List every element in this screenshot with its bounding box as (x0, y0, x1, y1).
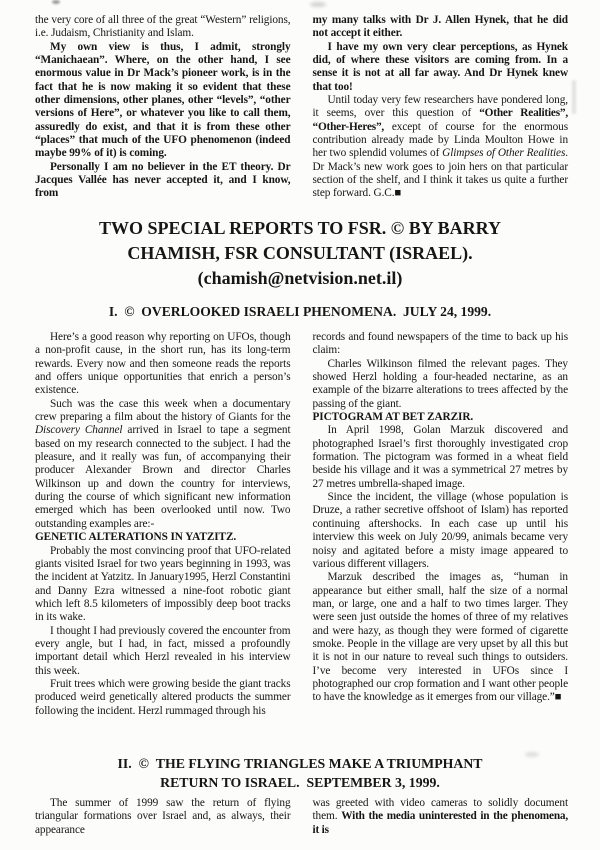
text-run: except of course for the enormous contribution already made by Linda Moulton Howe in her two splendid volumes of (312, 120, 568, 160)
paragraph: Probably the most convincing proof that UFO-related giants visited Israel for two years beginning in 1993, was the incident at Yatzitz. In January1995, Herzl Constantini and Danny Ezra witnessed a nine-foot robotic giant which left 8.5 kilometers of impossibly deep boot tracks in its wake. (35, 544, 291, 624)
paragraph (313, 94, 569, 201)
section1-body (35, 331, 568, 718)
text-run: Such was the case this week when a documentary crew preparing a film about the history of Giants for the (35, 397, 291, 424)
headline-line: TWO SPECIAL REPORTS TO FSR. © BY BARRY (99, 218, 501, 238)
section2-body (35, 797, 568, 837)
paragraph: records and found newspapers of the time to back up his claim: (312, 331, 568, 357)
paragraph: Charles Wilkinson filmed the relevant pages. They showed Herzl holding a four-headed nectarine, as an example of the bizarre alterations to trees affected by the passing of the giant. (312, 357, 568, 410)
section2-heading-line: II. © THE FLYING TRIANGLES MAKE A TRIUMPHANT (117, 756, 483, 771)
continued-left-column (35, 14, 291, 201)
headline-line: CHAMISH, FSR CONSULTANT (ISRAEL). (127, 243, 473, 263)
section1-left-column (35, 331, 291, 718)
text-run: arrived in Israel to tape a segment based on my research connected to the subject. I had the pleasure, and it really was fun, of accompanying their producer Alexander Brown and director Charles Wilkinson up and down the country for interviews, during the course of which significant new information emerged which has been overlooked until now. Two outstanding examples are:- (35, 424, 291, 530)
paragraph (313, 797, 569, 837)
section1-heading: I. © OVERLOOKED ISRAELI PHENOMENA. JULY 24, 1999. (108, 304, 492, 319)
bold-run: With the media uninterested in the phenomena, it is (312, 810, 568, 836)
italic-channel-name: Discovery Channel (35, 424, 123, 437)
paragraph: Marzuk described the images as, “human in appearance but either small, half the size of a normal man, or large, one and a half to two times larger. They were seen just outside the homes of three of my relatives and were hazy, as though they were formed of cigarette smoke. People in the village are very upset by all this but it is not in our nature to reveal such things to outsiders. I’ve become very interested in UFOs since I photographed our crop formation and I want other people to have the knowledge as it emerges from our village.”■ (312, 571, 568, 704)
article-headline (0, 216, 600, 291)
continued-article (35, 14, 568, 201)
italic-book-title: Glimpses of Other Realities (442, 147, 566, 160)
paragraph: Fruit trees which were growing beside the giant tracks produced weird genetically altered products the summer following the incident. Herzl rummaged through his (35, 677, 291, 717)
scan-artifact (52, 0, 60, 4)
paragraph: Personally I am no believer in the ET theory. Dr Jacques Vallée has never accepted it, and I know, from (35, 160, 291, 200)
scan-artifact (572, 80, 576, 114)
paragraph: I thought I had previously covered the encounter from every angle, but I had, in fact, missed a profoundly important detail which Herzl revealed in his interview this week. (35, 624, 291, 677)
section1-right-column (313, 331, 569, 718)
paragraph (35, 398, 291, 531)
section2-left-column (35, 797, 291, 837)
bold-run: “Other Realities”, “Other-Heres”, (312, 107, 568, 133)
subhead-genetic-alterations: GENETIC ALTERATIONS IN YATZITZ. (35, 531, 237, 544)
section2-heading (0, 755, 600, 792)
text-run: was greeted with video cameras to solidly document them. (312, 797, 568, 823)
paragraph: the very core of all three of the great “Western” religions, i.e. Judaism, Christianity and Islam. (35, 14, 291, 40)
section2-heading-line: RETURN TO ISRAEL. SEPTEMBER 3, 1999. (160, 774, 440, 790)
scan-artifact (310, 2, 326, 7)
paragraph: I have my own very clear perceptions, as Hynek did, of where these visitors are coming from. In a sense it is not at all far away. And Dr Hynek knew that too! (312, 40, 568, 93)
paragraph: my many talks with Dr J. Allen Hynek, that he did not accept it either. (312, 14, 568, 40)
paragraph: Here’s a good reason why reporting on UFOs, though a non-profit cause, in the short run, has its long-term rewards. Every now and then someone reads the reports and offers unique opportunities that enrich a person’s existence. (35, 331, 291, 397)
paragraph: In April 1998, Golan Marzuk discovered and photographed Israel’s first thoroughly investigated crop formation. The pictogram was formed in a wheat field beside his village and it was a symmetrical 27 metres by 27 metres umbrella-shaped image. (312, 424, 568, 490)
subhead-pictogram: PICTOGRAM AT BET ZARZIR. (312, 411, 474, 424)
continued-right-column (313, 14, 569, 201)
section2-right-column (313, 797, 569, 837)
headline-email: (chamish@netvision.net.il) (197, 268, 403, 288)
text-run: Until today very few researchers have pondered long, it seems, over this question of (312, 94, 568, 120)
paragraph: The summer of 1999 saw the return of flying triangular formations over Israel and, as always, their appearance (35, 797, 291, 836)
paragraph: My own view is thus, I admit, strongly “Manichaean”. Where, on the other hand, I see enormous value in Dr Mack’s pioneer work, is in the fact that he is now making it so evident that these other dimensions, other planes, other “levels”, “other versions of Here”, or whatever you like to call them, assuredly do exist, and that it is from these other “places” that much of the UFO phenomenon (indeed maybe 99% of it) is coming. (35, 40, 291, 160)
text-run: . Dr Mack’s new work goes to join hers on that particular section of the shelf, and I think it takes us quite a further step forward. G.C.■ (312, 147, 568, 200)
paragraph: Since the incident, the village (whose population is Druze, a rather secretive offshoot of Islam) has reported continuing aftershocks. In each case up until his interview this week on July 20/99, animals became very noisy and agitated before a misty image appeared to various different villagers. (312, 491, 568, 570)
